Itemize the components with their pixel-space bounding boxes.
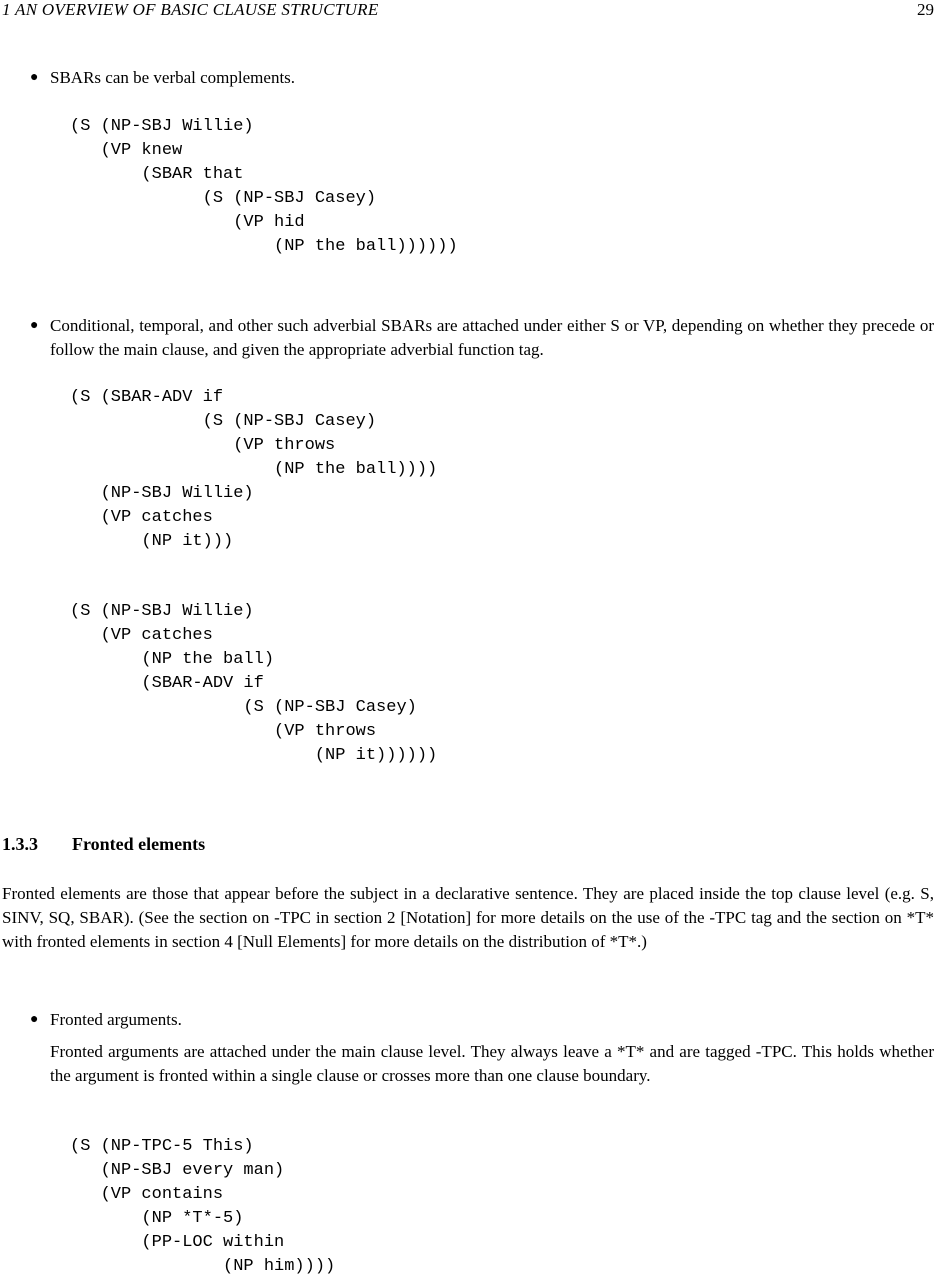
- bullet-icon: ●: [30, 1012, 39, 1027]
- tree-example-4: (S (NP-TPC-5 This) (NP-SBJ every man) (VP contains (NP *T*-5) (PP-LOC within (NP him)))): [70, 1137, 336, 1276]
- bullet-icon: ●: [30, 318, 39, 333]
- bullet-text-adverbial-sbar: Conditional, temporal, and other such adverbial SBARs are attached under either S or VP, depending on whether they precede or follow the main clause, and given the appropriate adverbial function tag.: [50, 316, 934, 359]
- bullet-icon: ●: [30, 70, 39, 85]
- section-intro-paragraph: Fronted elements are those that appear before the subject in a declarative sentence. They are placed inside the top clause level (e.g. S, SINV, SQ, SBAR). (See the section on -TPC in section 2 [Notation] for more details on the use of the -TPC tag and the section on *T* with fronted elements in section 4 [Null Elements] for more details on the distribution of *T*.): [2, 884, 934, 951]
- section-heading: [2, 832, 902, 856]
- tree-example-1: (S (NP-SBJ Willie) (VP knew (SBAR that (S (NP-SBJ Casey) (VP hid (NP the ball)))))): [70, 117, 458, 256]
- section-number: 1.3.3: [2, 834, 38, 854]
- bullet-title-fronted-arguments: Fronted arguments.: [50, 1010, 182, 1029]
- page-header: [0, 0, 936, 22]
- section-title: Fronted elements: [72, 834, 206, 854]
- running-title: 1 AN OVERVIEW OF BASIC CLAUSE STRUCTURE: [2, 0, 379, 19]
- bullet-text-sbar-complements: SBARs can be verbal complements.: [50, 68, 296, 87]
- tree-example-3: (S (NP-SBJ Willie) (VP catches (NP the ball) (SBAR-ADV if (S (NP-SBJ Casey) (VP throws (NP it)))))): [70, 602, 438, 765]
- page-number: 29: [917, 0, 934, 19]
- tree-example-2: (S (SBAR-ADV if (S (NP-SBJ Casey) (VP throws (NP the ball)))) (NP-SBJ Willie) (VP catches (NP it))): [70, 388, 438, 551]
- bullet-body-fronted-arguments: Fronted arguments are attached under the main clause level. They always leave a *T* and are tagged -TPC. This holds whether the argument is fronted within a single clause or crosses more than one clause boundary.: [50, 1042, 934, 1085]
